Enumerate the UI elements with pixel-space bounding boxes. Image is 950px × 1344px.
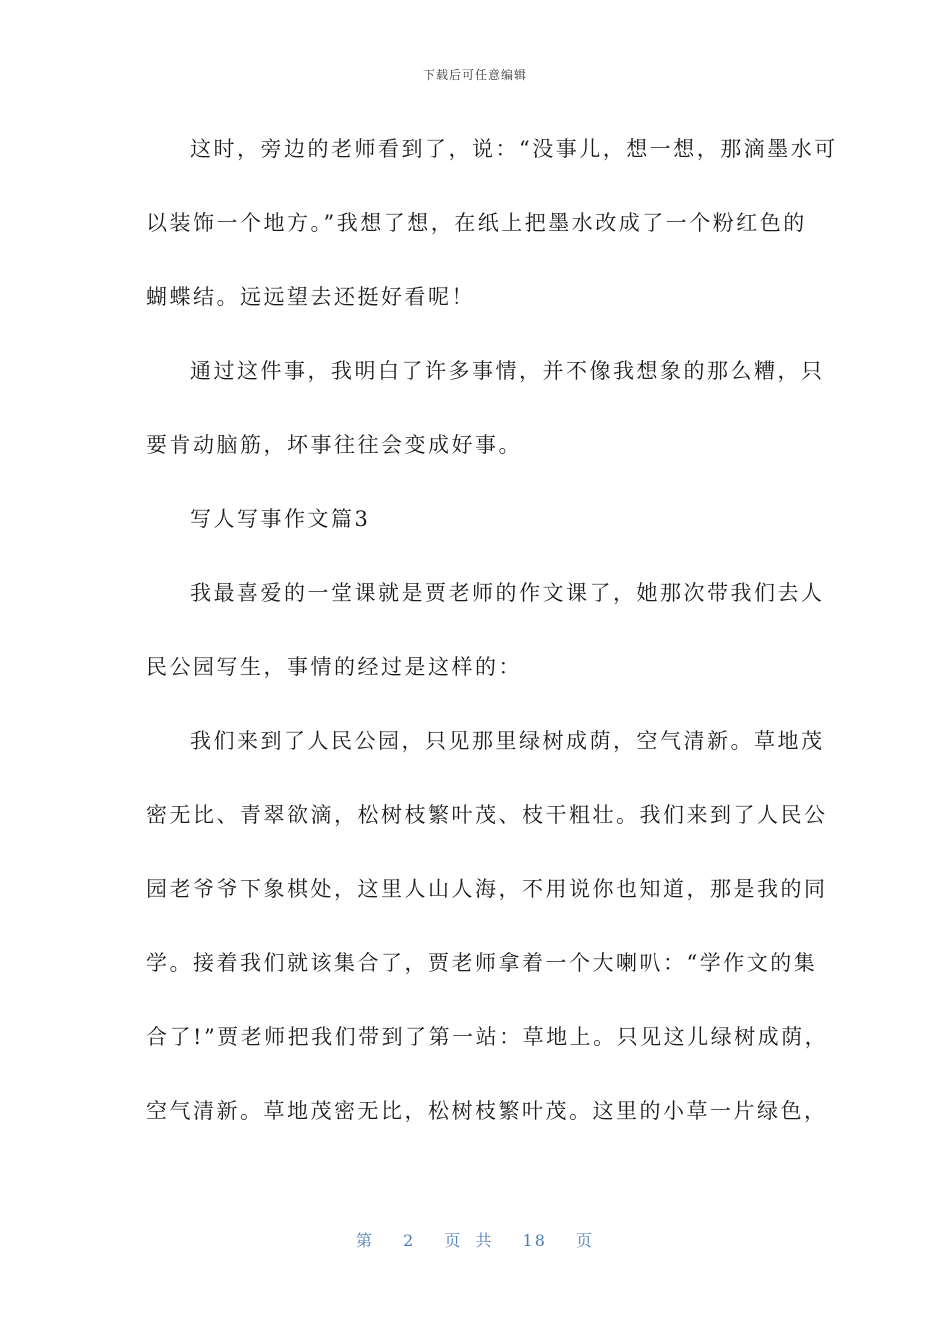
text-line: 民公园写生，事情的经过是这样的： (146, 655, 522, 679)
text-line: 园老爷爷下象棋处，这里人山人海，不用说你也知道，那是我的同 (146, 877, 828, 901)
current-page-number: 2 (403, 1231, 416, 1250)
text-line: 要肯动脑筋，坏事往往会变成好事。 (146, 433, 522, 457)
document-body (146, 112, 838, 1148)
page-footer (0, 1228, 950, 1251)
footer-prefix: 第 (355, 1231, 374, 1250)
text-line: 这时，旁边的老师看到了，说：“没事儿，想一想，那滴墨水可 (190, 137, 838, 161)
text-line: 我们来到了人民公园，只见那里绿树成荫，空气清新。草地茂 (190, 729, 825, 753)
text-line: 合了!”贾老师把我们带到了第一站：草地上。只见这儿绿树成荫， (146, 1025, 829, 1049)
text-line: 密无比、青翠欲滴，松树枝繁叶茂、枝干粗壮。我们来到了人民公 (146, 803, 828, 827)
footer-middle: 页 共 (444, 1231, 494, 1250)
text-line: 蝴蝶结。远远望去还挺好看呢！ (146, 285, 475, 309)
text-line: 我最喜爱的一堂课就是贾老师的作文课了，她那次带我们去人 (190, 581, 825, 605)
page-header: 下载后可任意编辑 (422, 68, 527, 82)
text-line: 以装饰一个地方。”我想了想，在纸上把墨水改成了一个粉红色的 (146, 211, 807, 235)
text-line: 学。接着我们就该集合了，贾老师拿着一个大喇叭：“学作文的集 (146, 951, 818, 975)
text-line: 通过这件事，我明白了许多事情，并不像我想象的那么糟，只 (190, 359, 825, 383)
total-page-count: 18 (522, 1231, 547, 1250)
section-title: 写人写事作文篇3 (190, 507, 371, 531)
text-line: 空气清新。草地茂密无比，松树枝繁叶茂。这里的小草一片绿色， (146, 1099, 828, 1123)
footer-suffix: 页 (576, 1231, 595, 1250)
